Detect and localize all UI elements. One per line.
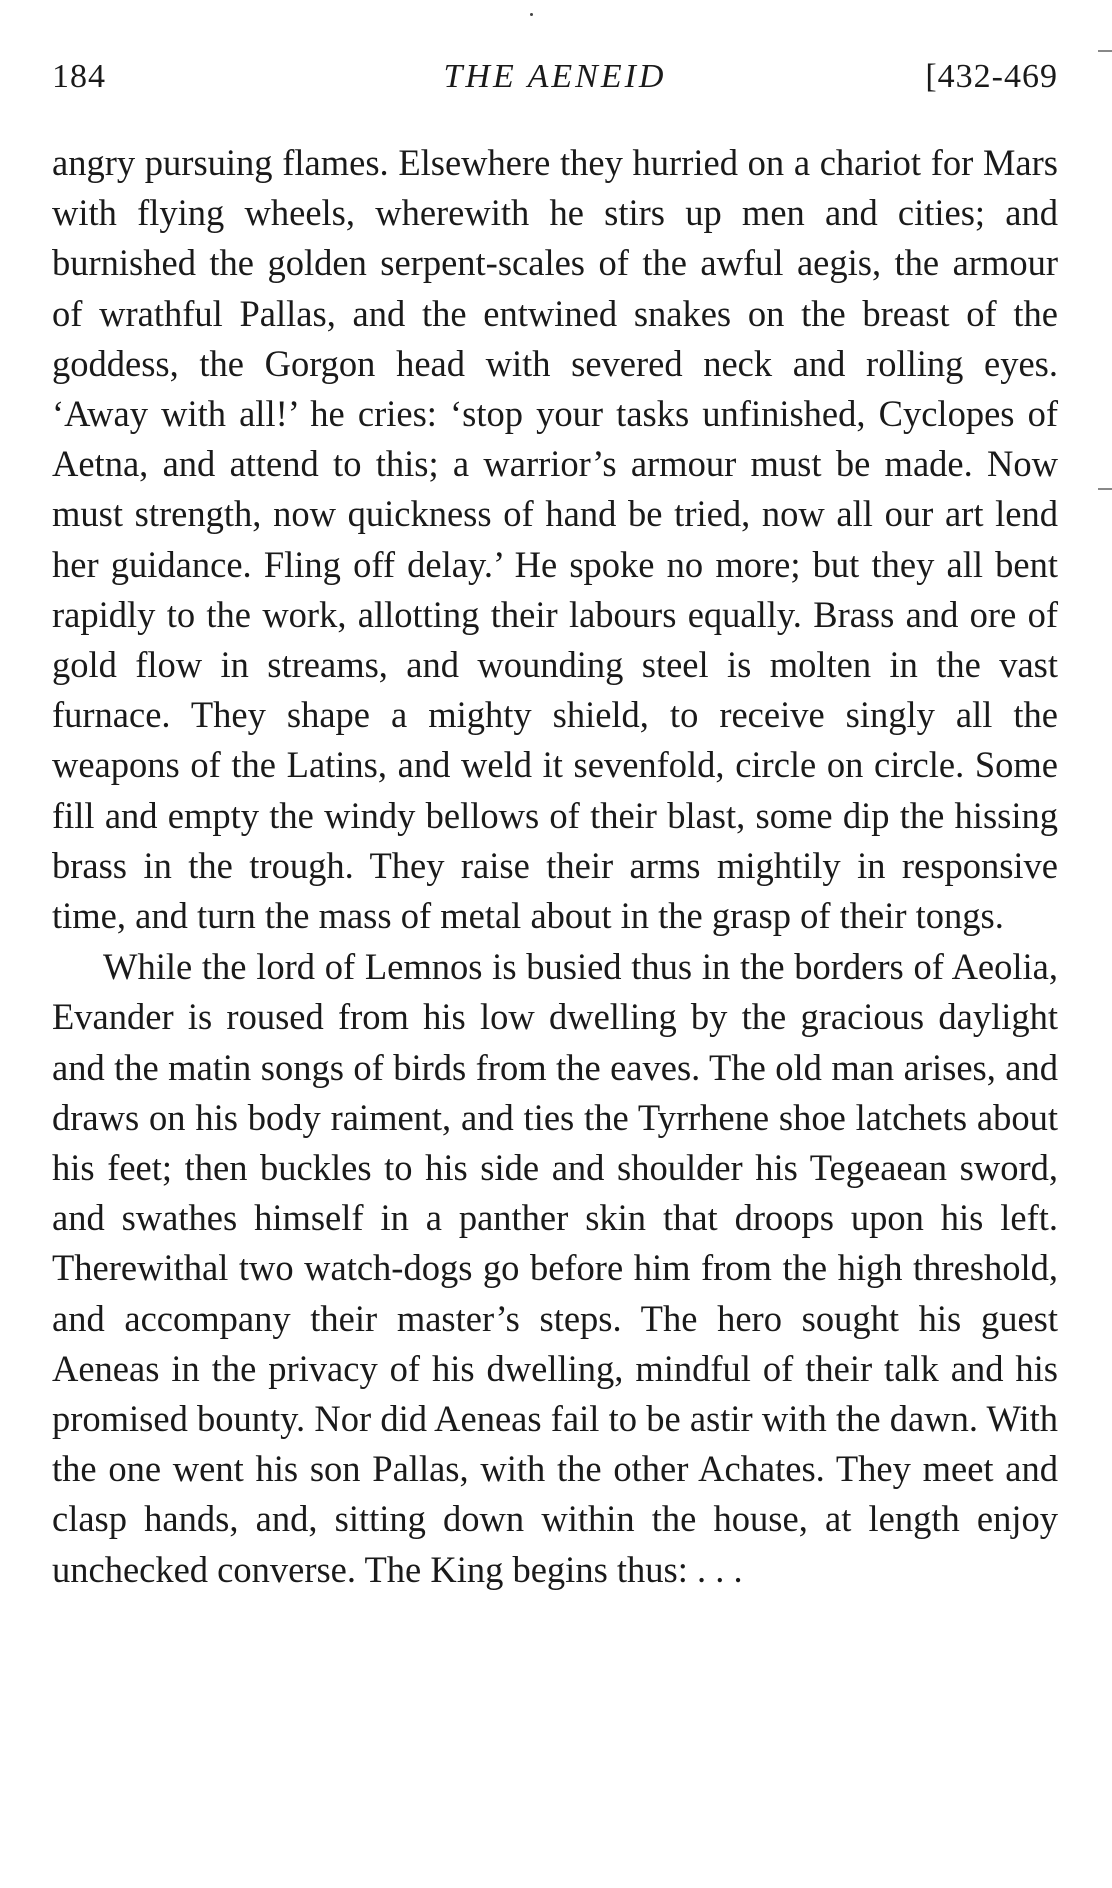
paragraph: While the lord of Lemnos is busied thus in the borders of Aeolia, Evander is roused from his low dwelling by the gracious daylight and the matin songs of birds from the eaves. The old man arises, and draws on his body raiment, and ties the Tyrrhene shoe latchets about his feet; then buckles to his side and shoulder his Tegeaean sword, and swathes himself in a panther skin that droops upon his left. Therewithal two watch-dogs go before him from the high threshold, and accompany their master’s steps. The hero sought his guest Aeneas in the privacy of his dwelling, mindful of their talk and his promised bounty. Nor did Aeneas fail to be astir with the dawn. With the one went his son Pallas, with the other Achates. They meet and clasp hands, and, sitting down within the house, at length enjoy unchecked converse. The King begins thus: . . .	[52, 946, 1058, 1590]
ink-speck	[530, 13, 533, 16]
line-range: [432-469	[925, 58, 1058, 95]
margin-mark	[1098, 488, 1112, 490]
paragraph: angry pursuing flames. Elsewhere they hurried on a chariot for Mars with flying wheels, wherewith he stirs up men and cities; and burnished the golden serpent-scales of the awful aegis, the armour of wrathful Pallas, and the entwined snakes on the breast of the goddess, the Gorgon head with severed neck and rolling eyes. ‘Away with all!’ he cries: ‘stop your tasks unfinished, Cyclopes of Aetna, and attend to this; a warrior’s armour must be made. Now must strength, now quickness of hand be tried, now all our art lend her guidance. Fling off delay.’ He spoke no more; but they all bent rapidly to the work, allotting their labours equally. Brass and ore of gold flow in streams, and wounding steel is molten in the vast furnace. They shape a mighty shield, to receive singly all the weapons of the Latins, and weld it sevenfold, circle on circle. Some fill and empty the windy bellows of their blast, some dip the hissing brass in the trough. They raise their arms mightily in responsive time, and turn the mass of metal about in the grasp of their tongs.	[52, 142, 1058, 937]
margin-mark	[1098, 50, 1112, 52]
page-number: 184	[52, 58, 106, 95]
page-header	[52, 58, 1058, 108]
running-title: THE AENEID	[443, 58, 667, 95]
body-text	[52, 138, 1058, 1595]
